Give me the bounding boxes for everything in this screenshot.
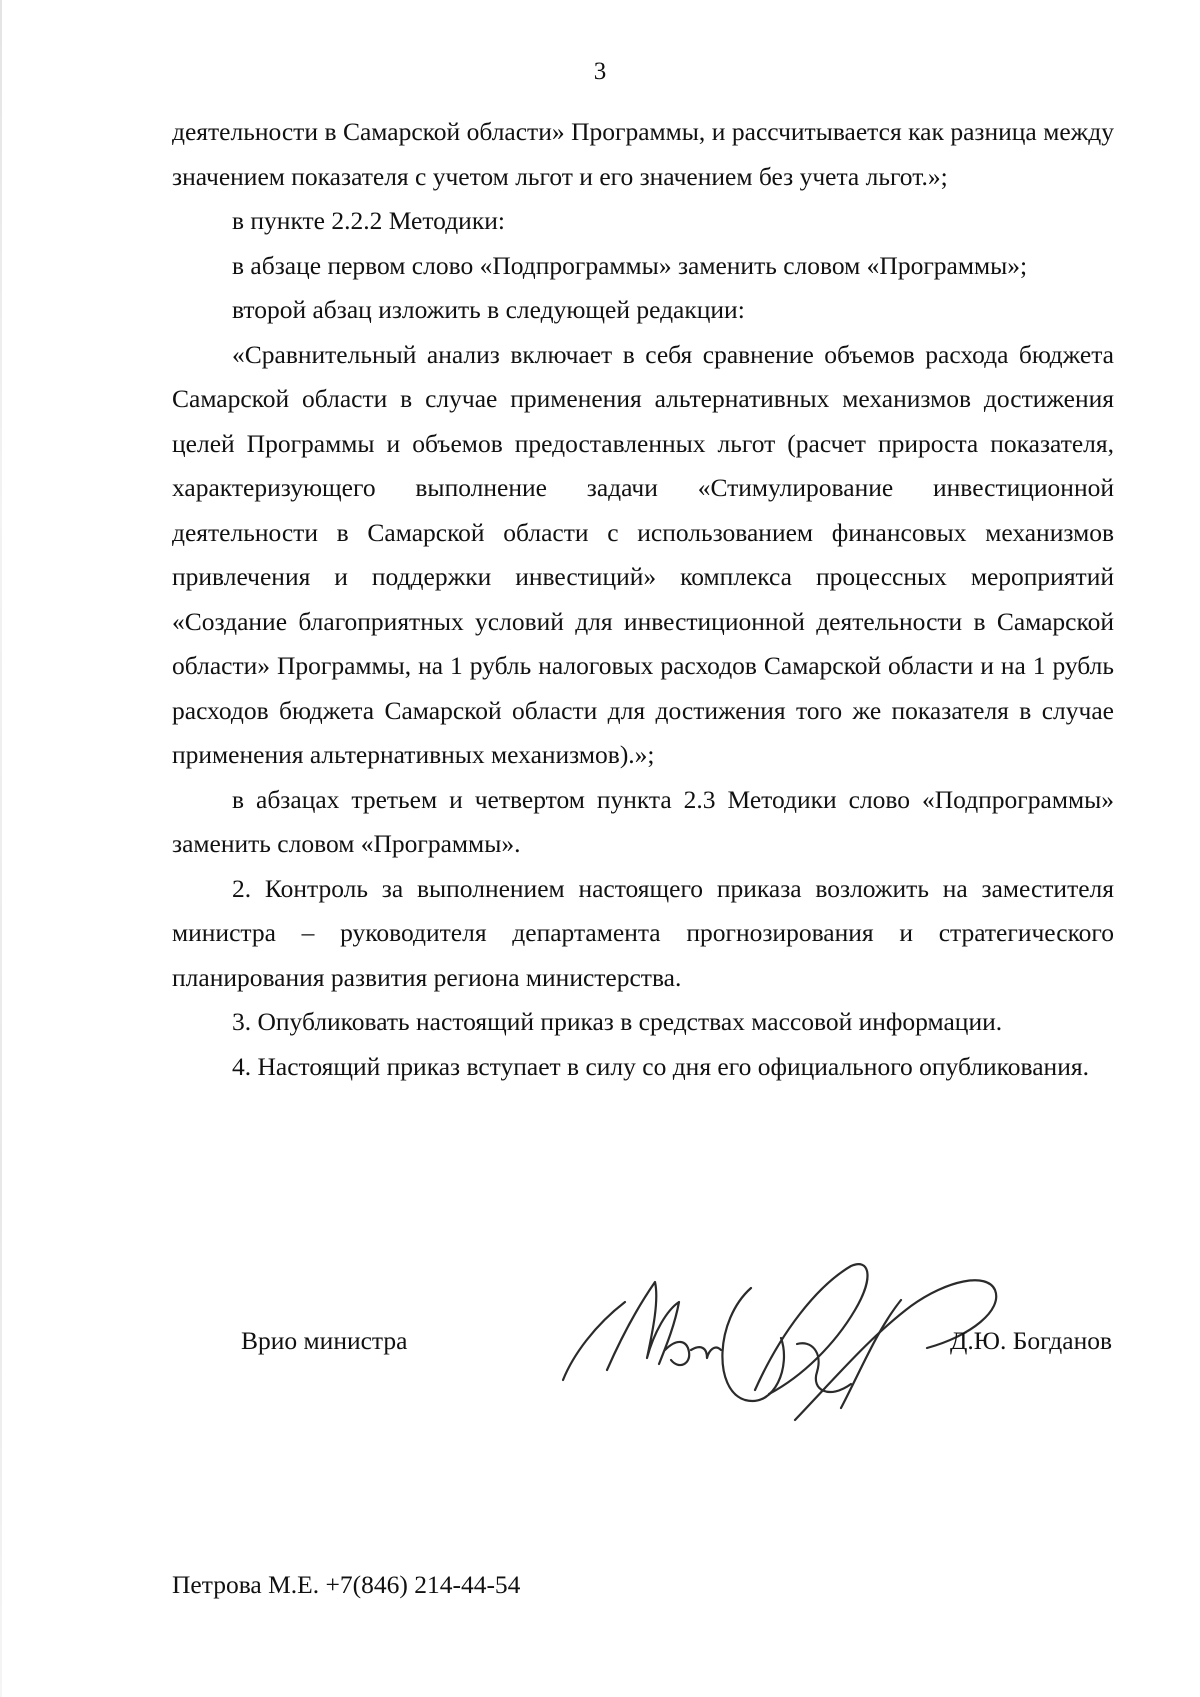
paragraph-item-2-control: 2. Контроль за выполнением настоящего приказа возложить на заместителя министра – руководителя департамента прогнозирования и стратегического планирования развития региона министерства.: [172, 873, 1114, 992]
paragraph-item-3-publish: 3. Опубликовать настоящий приказ в средствах массовой информации.: [232, 1007, 1003, 1036]
paragraph-point-2-3-change: в абзацах третьем и четвертом пункта 2.3 Методики слово «Подпрограммы» заменить словом «Программы».: [172, 784, 1114, 858]
signatory-role: Врио министра: [241, 1326, 408, 1355]
signature-block: [0, 1316, 1200, 1376]
paragraph-comparative-analysis: «Сравнительный анализ включает в себя сравнение объемов расхода бюджета Самарской области в случае применения альтернативных механизмов достижения целей Программы и объемов предоставленных льгот (расчет прироста показателя, характеризующего выполнение задачи «Стимулирование инвестиционной деятельности в Самарской области с использованием финансовых механизмов привлечения и поддержки инвестиций» комплекса процессных мероприятий «Создание благоприятных условий для инвестиционной деятельности в Самарской области» Программы, на 1 рубль налоговых расходов Самарской области и на 1 рубль расходов бюджета Самарской области для достижения того же показателя в случае применения альтернативных механизмов).»;: [172, 339, 1114, 769]
contact-line: Петрова М.Е. +7(846) 214-44-54: [172, 1570, 521, 1599]
paragraph-item-4-effect: 4. Настоящий приказ вступает в силу со дня его официального опубликования.: [232, 1051, 1089, 1081]
page-number: 3: [593, 58, 607, 85]
paragraph-second-abzac-intro: второй абзац изложить в следующей редакции:: [232, 295, 745, 324]
paragraph-continuation: деятельности в Самарской области» Программы, и рассчитывается как разница между значением показателя с учетом льгот и его значением без учета льгот.»;: [172, 117, 1114, 191]
paragraph-point-2-2-2: в пункте 2.2.2 Методики:: [232, 206, 505, 235]
scan-edge: [0, 0, 2, 1697]
signatory-name: Д.Ю. Богданов: [950, 1326, 1113, 1355]
paragraph-first-abzac-change: в абзаце первом слово «Подпрограммы» заменить словом «Программы»;: [232, 250, 1028, 280]
document-body: [172, 110, 1114, 1089]
